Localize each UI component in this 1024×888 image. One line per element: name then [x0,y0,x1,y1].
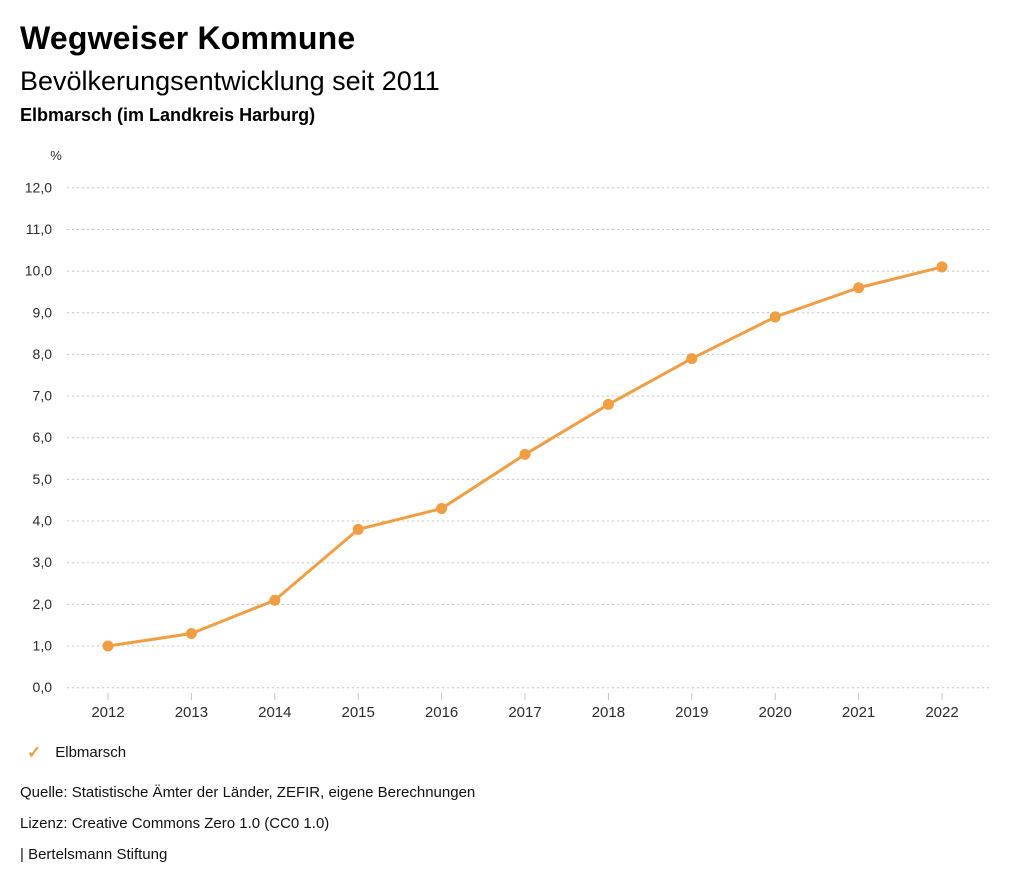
x-axis-label: 2022 [925,704,959,721]
data-point[interactable] [686,353,697,364]
data-point[interactable] [603,399,614,410]
data-point[interactable] [186,628,197,639]
y-axis-label: 6,0 [32,429,52,446]
license-text: Lizenz: Creative Commons Zero 1.0 (CC0 1.0) [20,815,330,832]
data-point[interactable] [103,641,114,652]
x-axis-label: 2015 [341,704,375,721]
x-axis-label: 2019 [675,704,709,721]
data-point[interactable] [353,524,364,535]
x-axis-label: 2014 [258,704,292,721]
y-axis-label: 1,0 [32,637,52,654]
y-axis-label: 4,0 [32,512,52,529]
data-point[interactable] [520,449,531,460]
source-text: Quelle: Statistische Ämter der Länder, ZEFIR, eigene Berechnungen [20,784,476,801]
chart-region-subtitle: Elbmarsch (im Landkreis Harburg) [20,105,316,125]
page-title: Wegweiser Kommune [20,20,356,56]
data-point[interactable] [770,311,781,322]
y-axis-unit-label: % [50,148,62,163]
y-axis-label: 2,0 [32,595,52,612]
legend-check-icon[interactable]: ✓ [27,743,42,762]
x-axis-label: 2018 [591,704,626,721]
legend-item-elbmarsch[interactable] [27,744,126,761]
x-axis-label: 2020 [758,704,792,721]
x-axis-label: 2021 [841,704,876,721]
data-point[interactable] [269,595,280,606]
legend-label: Elbmarsch [55,744,127,761]
data-point[interactable] [937,261,948,272]
y-axis-label: 0,0 [32,679,52,696]
y-axis-label: 7,0 [32,387,52,404]
y-axis-label: 5,0 [32,470,52,487]
x-axis-label: 2012 [91,704,125,721]
data-point[interactable] [853,282,864,293]
y-axis-label: 10,0 [24,262,52,279]
x-axis-label: 2017 [508,704,542,721]
attribution-text: | Bertelsmann Stiftung [20,846,168,863]
x-axis-label: 2013 [174,704,209,721]
y-axis-label: 9,0 [32,304,52,321]
data-point[interactable] [436,503,447,514]
x-axis-label: 2016 [424,704,459,721]
y-axis-label: 12,0 [24,179,52,196]
y-axis-label: 11,0 [25,220,52,237]
population-line-chart [0,130,1024,730]
y-axis-label: 8,0 [32,345,52,362]
chart-title: Bevölkerungsentwicklung seit 2011 [20,66,440,96]
y-axis-label: 3,0 [32,554,52,571]
